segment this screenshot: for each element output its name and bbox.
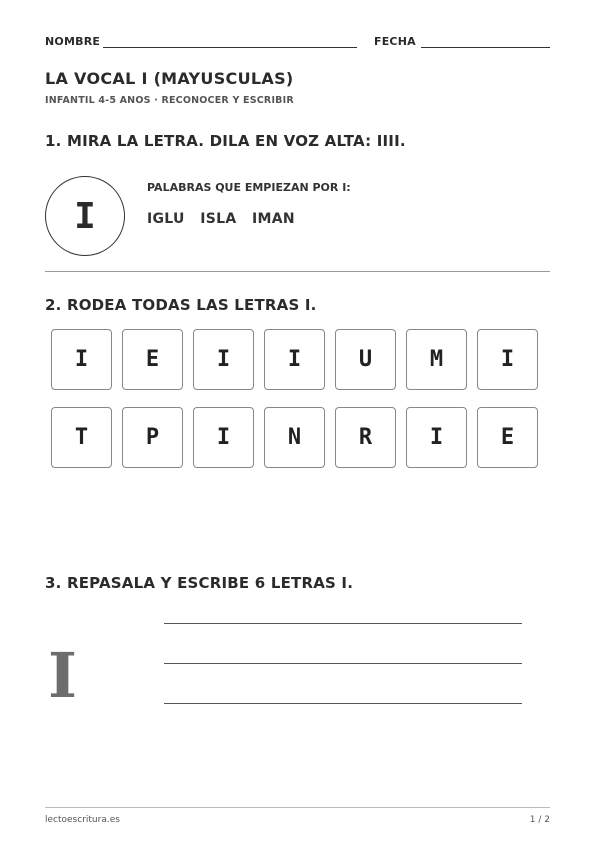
date-label: FECHA [374, 35, 416, 48]
tile-letter: T [74, 425, 89, 450]
letter-tile[interactable] [193, 329, 254, 390]
letter-tile[interactable] [264, 407, 325, 468]
writing-line[interactable] [164, 703, 522, 704]
letter-tile[interactable] [335, 329, 396, 390]
tile-letter: P [145, 425, 160, 450]
footer-divider [45, 807, 550, 808]
words-label: PALABRAS QUE EMPIEZAN POR I: [147, 181, 351, 194]
letter-circle [45, 176, 125, 256]
page-number: 1 / 2 [529, 815, 550, 825]
tile-letter: N [287, 425, 302, 450]
writing-line[interactable] [164, 663, 522, 664]
example-words: IGLU ISLA IMAN [147, 211, 295, 227]
name-label: NOMBRE [45, 35, 101, 48]
featured-letter: I [74, 195, 96, 237]
letter-tile[interactable] [477, 407, 538, 468]
letter-tile[interactable] [406, 329, 467, 390]
letter-tile[interactable] [122, 407, 183, 468]
tile-letter: I [216, 347, 231, 372]
letter-tile[interactable] [122, 329, 183, 390]
tile-letter: U [358, 347, 373, 372]
letter-tile[interactable] [51, 329, 112, 390]
letter-tile[interactable] [51, 407, 112, 468]
section2-heading: 2. RODEA TODAS LAS LETRAS I. [45, 296, 317, 314]
page-title: LA VOCAL I (MAYUSCULAS) [45, 69, 294, 88]
date-field[interactable] [421, 46, 550, 48]
tile-letter: E [500, 425, 515, 450]
name-field[interactable] [103, 46, 357, 48]
tile-letter: E [145, 347, 160, 372]
tile-letter: I [287, 347, 302, 372]
tile-letter: I [500, 347, 515, 372]
letter-tile[interactable] [477, 329, 538, 390]
letter-tile[interactable] [193, 407, 254, 468]
tile-letter: I [429, 425, 444, 450]
trace-letter: I [48, 639, 78, 712]
tile-letter: I [216, 425, 231, 450]
footer-site: lectoescritura.es [45, 815, 120, 825]
tile-letter: I [74, 347, 89, 372]
tile-letter: R [358, 425, 373, 450]
letter-grid [51, 329, 538, 468]
tile-letter: M [429, 347, 444, 372]
page-subtitle: INFANTIL 4-5 ANOS · RECONOCER Y ESCRIBIR [45, 95, 294, 106]
section1-heading: 1. MIRA LA LETRA. DILA EN VOZ ALTA: IIII. [45, 132, 406, 150]
section3-heading: 3. REPASALA Y ESCRIBE 6 LETRAS I. [45, 574, 354, 592]
section-divider [45, 271, 550, 272]
letter-tile[interactable] [264, 329, 325, 390]
letter-tile[interactable] [335, 407, 396, 468]
letter-tile[interactable] [406, 407, 467, 468]
writing-line[interactable] [164, 623, 522, 624]
